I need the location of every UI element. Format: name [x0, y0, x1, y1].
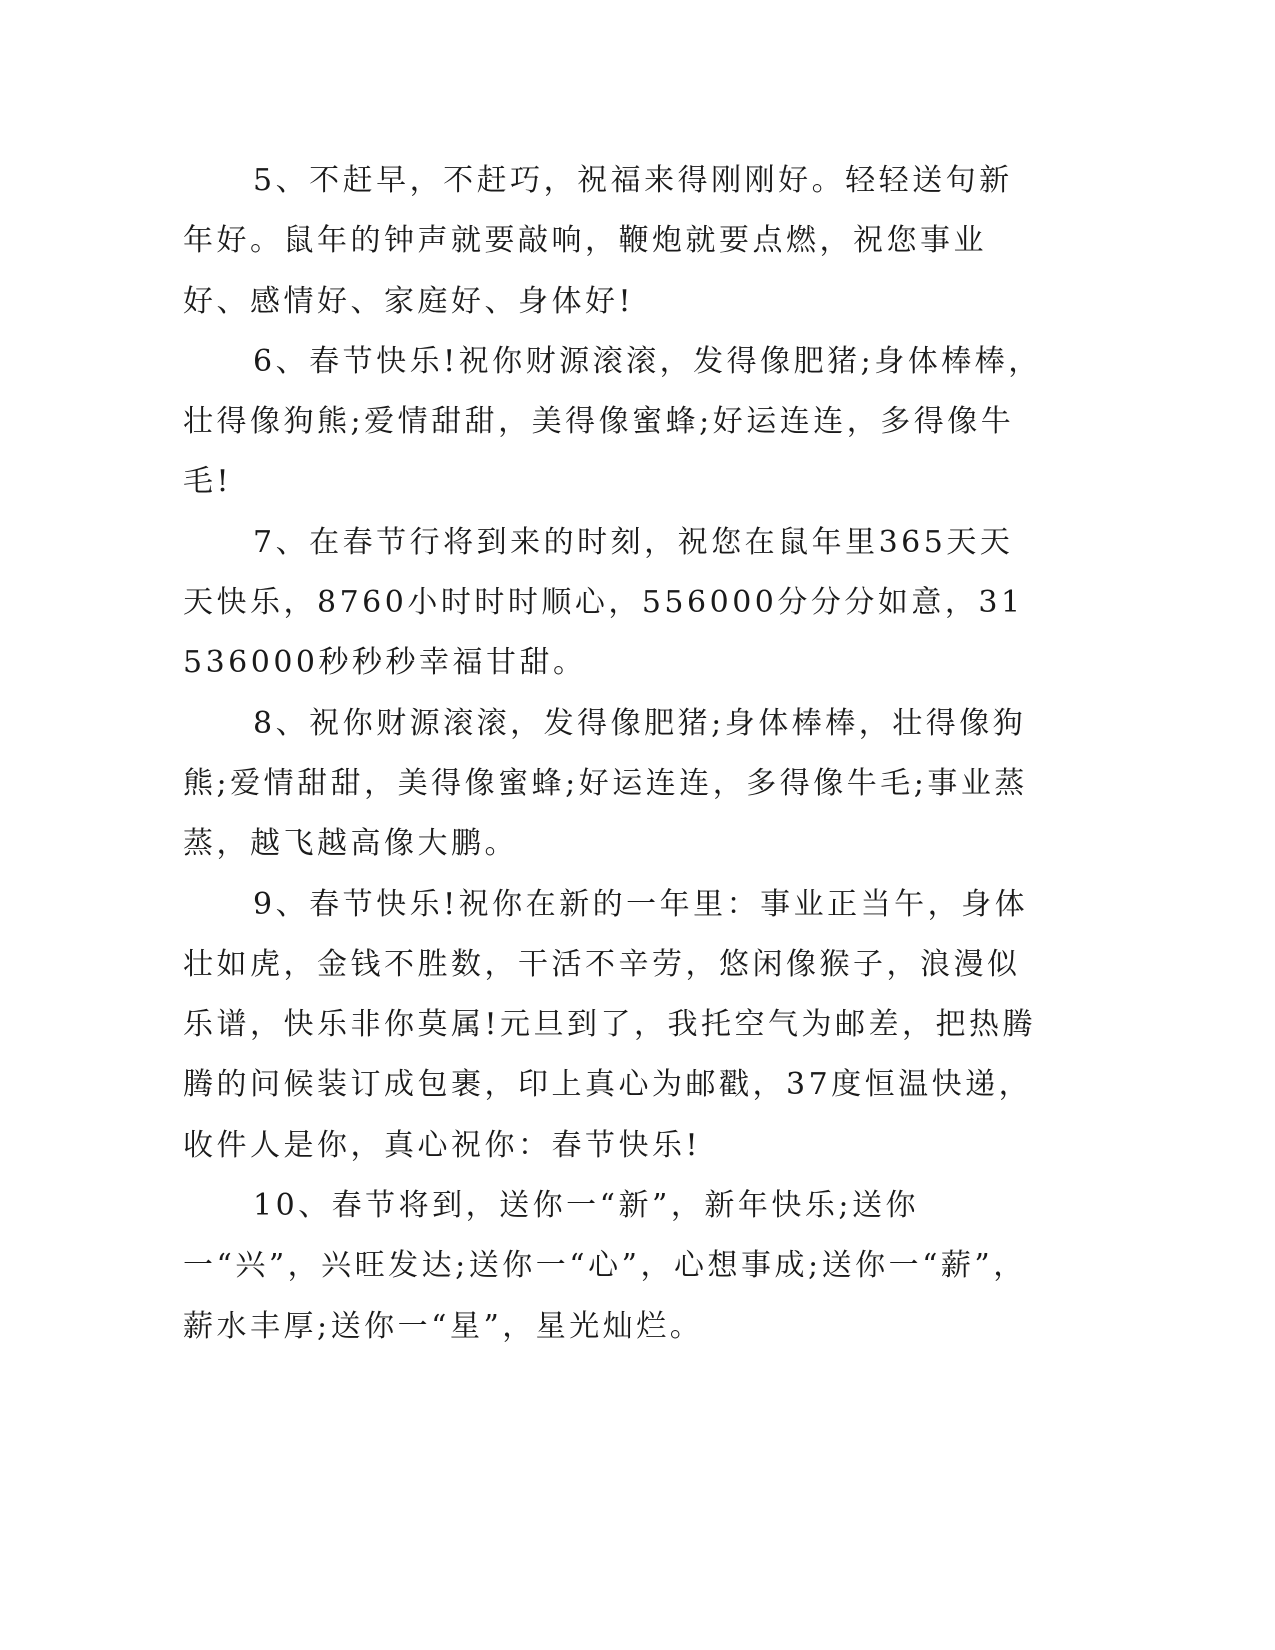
line: 快乐非你莫属!元旦到了，我托空气为邮差，把热腾腾的问候: [183, 1007, 1037, 1103]
paragraph-5: [183, 151, 1043, 332]
line: 爱情甜甜，美得像蜜蜂;好运连连，多得像牛毛;事业蒸蒸，越: [183, 765, 1028, 862]
document-body: [183, 151, 1043, 1357]
line: 装订成包裹，印上真心为邮戳，37度恒温快递，收件人是你: [183, 1067, 1033, 1163]
line: 8、祝你财源滚滚，发得像肥猪;身体棒棒，壮得像狗熊;: [183, 705, 1027, 801]
line: 如虎，金钱不胜数，干活不辛劳，悠闲像猴子，浪漫似乐谱，: [183, 946, 1021, 1043]
paragraph-10: [183, 1176, 1043, 1357]
paragraph-7: [183, 513, 1043, 694]
line: 5、不赶早，不赶巧，祝福来得刚刚好。轻轻送句新年好: [183, 163, 1013, 259]
paragraph-8: [183, 694, 1043, 875]
line: 6、春节快乐!祝你财源滚滚，发得像肥猪;身体棒棒，壮: [183, 343, 1042, 440]
paragraph-6: [183, 332, 1043, 513]
paragraph-9: [183, 875, 1043, 1176]
line: 7、在春节行将到来的时刻，祝您在鼠年里365天天天快: [183, 524, 1014, 621]
line: 、家庭好、身体好!: [350, 283, 635, 319]
line: 得像狗熊;爱情甜甜，美得像蜜蜂;好运连连，多得像牛毛!: [183, 404, 1015, 500]
line: ，真心祝你：春节快乐!: [350, 1127, 702, 1163]
line: 旺发达;送你一“心”，心想事成;送你一“薪”，薪水丰厚;送你一: [183, 1248, 1027, 1344]
line: 乐，8760小时时时顺心，556000分分分如意，31536000秒秒: [183, 585, 1024, 681]
line: 飞越高像大鹏。: [283, 826, 518, 862]
line: 。鼠年的钟声就要敲响，鞭炮就要点燃，祝您事业好、感情好: [183, 223, 987, 319]
line: 秒幸福甘甜。: [385, 645, 587, 681]
line: “星”，星光灿烂。: [431, 1308, 704, 1344]
line: 10、春节将到，送你一“新”，新年快乐;送你一“兴”，兴: [183, 1188, 919, 1284]
line: 9、春节快乐!祝你在新的一年里：事业正当午，身体壮: [183, 886, 1029, 982]
